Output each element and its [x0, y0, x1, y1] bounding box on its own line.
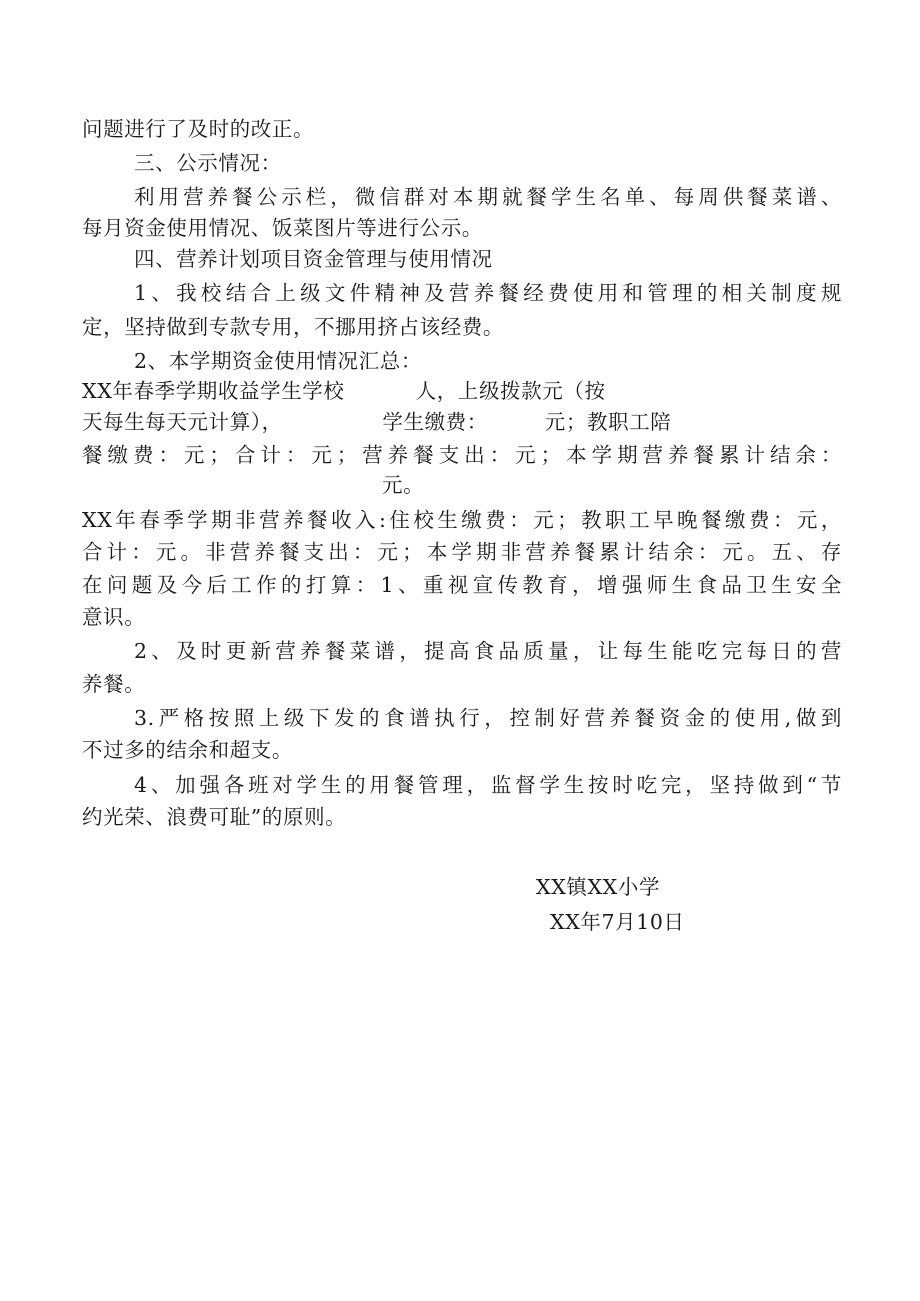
- signature-date: XX年7月10日: [550, 910, 685, 934]
- text-line: 定，坚持做到专款专用，不挪用挤占该经费。: [82, 315, 504, 339]
- text-line: 4、加强各班对学生的用餐管理，监督学生按时吃完，坚持做到“节: [134, 773, 842, 797]
- text-line: 利用营养餐公示栏，微信群对本期就餐学生名单、每周供餐菜谱、: [134, 185, 842, 209]
- text-line: 在问题及今后工作的打算：1、重视宣传教育，增强师生食品卫生安全: [82, 573, 842, 597]
- text-line: 养餐。: [82, 672, 146, 696]
- text-line: 餐缴费：元；合计：元；营养餐支出：元；本学期营养餐累计结余：: [82, 443, 842, 467]
- text-line: 1、我校结合上级文件精神及营养餐经费使用和管理的相关制度规: [134, 281, 842, 305]
- text-line: 问题进行了及时的改正。: [82, 117, 315, 141]
- text-line: 合计：元。非营养餐支出：元；本学期非营养餐累计结余：元。五、存: [82, 540, 842, 564]
- text-line: XX年春季学期非营养餐收入:住校生缴费：元；教职工早晚餐缴费：元，: [82, 508, 842, 532]
- text-line: 3.严格按照上级下发的食谱执行，控制好营养餐资金的使用,做到: [134, 706, 842, 730]
- text-line: 2、及时更新营养餐菜谱，提高食品质量，让每生能吃完每日的营: [134, 639, 842, 663]
- text-line: 元。: [382, 473, 425, 497]
- text-line: 每月资金使用情况、饭菜图片等进行公示。: [82, 216, 483, 240]
- section-heading: 三、公示情况：: [134, 151, 282, 175]
- text-line: 不过多的结余和超支。: [82, 738, 293, 762]
- text-line: 约光荣、浪费可耻”的原则。: [82, 805, 347, 829]
- section-heading: 四、营养计划项目资金管理与使用情况: [134, 247, 493, 271]
- text-line: 天每生每天元计算）， 学生缴费： 元；教职工陪: [82, 410, 672, 434]
- text-line: 2、本学期资金使用情况汇总：: [134, 349, 422, 373]
- text-line: 意识。: [82, 605, 146, 629]
- signature-org: XX镇XX小学: [536, 875, 661, 899]
- text-line: XX年春季学期收益学生学校 人，上级拨款元（按: [82, 379, 606, 403]
